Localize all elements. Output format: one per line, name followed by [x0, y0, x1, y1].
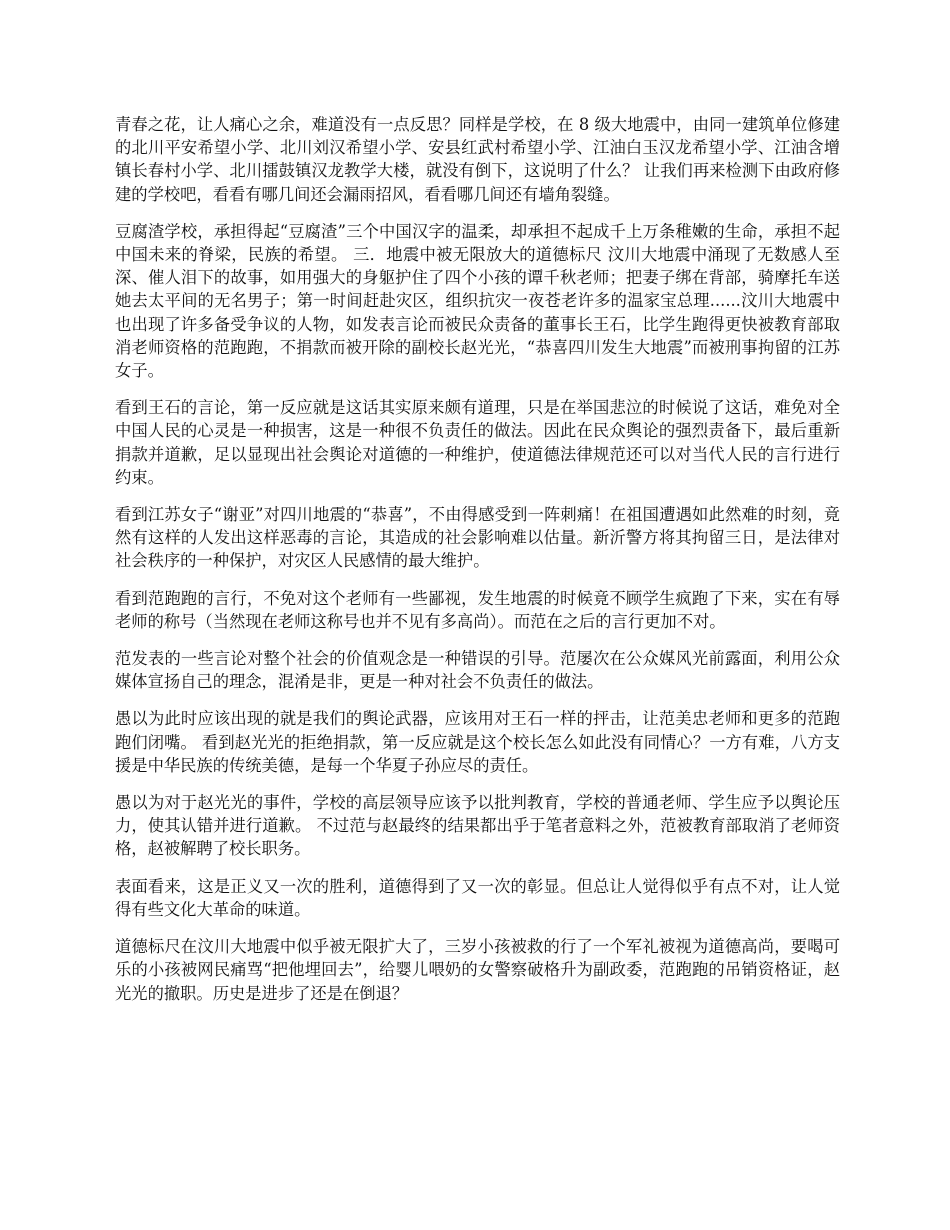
paragraph: 范发表的一些言论对整个社会的价值观念是一种错误的引导。范屡次在公众媒风光前露面，利用公众媒体宣扬自己的理念，混淆是非，更是一种对社会不负责任的做法。 [115, 649, 840, 692]
paragraph: 道德标尺在汶川大地震中似乎被无限扩大了，三岁小孩被救的行了一个军礼被视为道德高尚，要喝可乐的小孩被网民痛骂“把他埋回去”，给婴儿喂奶的女警察破格升为副政委，范跑跑的吊销资格证，赵光光的撤职。历史是进步了还是在倒退？ [115, 937, 840, 1003]
paragraph: 豆腐渣学校，承担得起“豆腐渣”三个中国汉字的温柔，却承担不起成千上万条稚嫩的生命，承担不起中国未来的脊梁，民族的希望。 三．地震中被无限放大的道德标尺 汶川大地震中涌现了无数感人至深、催人泪下的故事，如用强大的身躯护住了四个小孩的谭千秋老师；把妻子绑在背部，骑摩托车送她去太平间的无名男子；第一时间赶赴灾区，组织抗灾一夜苍老许多的温家宝总理......汶川大地震中也出现了许多备受争议的人物，如发表言论而被民众责备的董事长王石，比学生跑得更快被教育部取消老师资格的范跑跑，不捐款而被开除的副校长赵光光，“恭喜四川发生大地震”而被刑事拘留的江苏女子。 [115, 221, 840, 381]
paragraph: 看到江苏女子“谢亚”对四川地震的“恭喜”，不由得感受到一阵刺痛！在祖国遭遇如此然难的时刻，竟然有这样的人发出这样恶毒的言论，其造成的社会影响难以估量。新沂警方将其拘留三日，是法律对社会秩序的一种保护，对灾区人民感情的最大维护。 [115, 505, 840, 571]
paragraph: 愚以为对于赵光光的事件，学校的高层领导应该予以批判教育，学校的普通老师、学生应予以舆论压力，使其认错并进行道歉。 不过范与赵最终的结果都出乎于笔者意料之外，范被教育部取消了老师资格，赵被解聘了校长职务。 [115, 793, 840, 859]
document-body [115, 113, 840, 1019]
paragraph: 青春之花，让人痛心之余，难道没有一点反思？同样是学校，在 8 级大地震中，由同一建筑单位修建的北川平安希望小学、北川刘汉希望小学、安县红武村希望小学、江油白玉汉龙希望小学、江油含增镇长春村小学、北川擂鼓镇汉龙教学大楼，就没有倒下，这说明了什么？ 让我们再来检测下由政府修建的学校吧，看看有哪几间还会漏雨招风，看看哪几间还有墙角裂缝。 [115, 115, 840, 204]
paragraph: 看到范跑跑的言行，不免对这个老师有一些鄙视，发生地震的时候竟不顾学生疯跑了下来，实在有辱老师的称号（当然现在老师这称号也并不见有多高尚）。而范在之后的言行更加不对。 [115, 588, 840, 631]
paragraph: 表面看来，这是正义又一次的胜利，道德得到了又一次的彰显。但总让人觉得似乎有点不对，让人觉得有些文化大革命的味道。 [115, 876, 840, 919]
paragraph: 看到王石的言论，第一反应就是这话其实原来颇有道理，只是在举国悲泣的时候说了这话，难免对全中国人民的心灵是一种损害，这是一种很不负责任的做法。因此在民众舆论的强烈责备下，最后重新捐款并道歉，足以显现出社会舆论对道德的一种维护，使道德法律规范还可以对当代人民的言行进行约束。 [115, 398, 840, 487]
paragraph: 愚以为此时应该出现的就是我们的舆论武器，应该用对王石一样的抨击，让范美忠老师和更多的范跑跑们闭嘴。 看到赵光光的拒绝捐款，第一反应就是这个校长怎么如此没有同情心？一方有难，八方支援是中华民族的传统美德，是每一个华夏子孙应尽的责任。 [115, 709, 840, 775]
